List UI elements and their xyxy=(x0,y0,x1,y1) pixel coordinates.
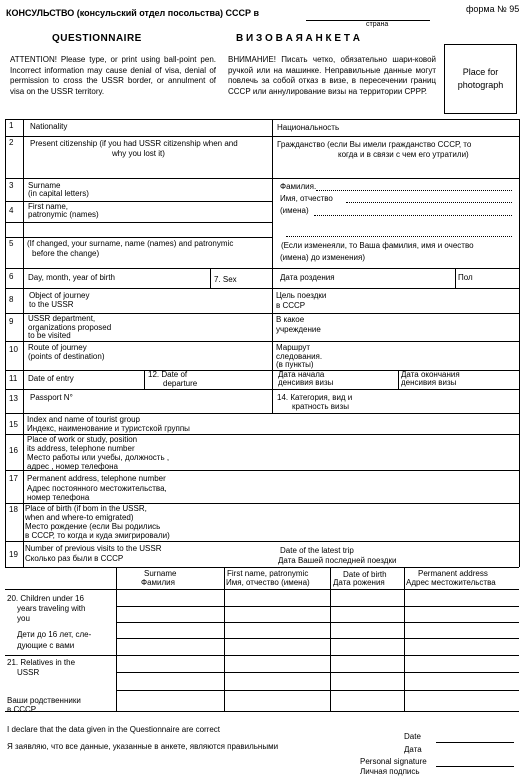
row-number: 13 xyxy=(9,394,18,403)
validity-end-label: Дата окончания xyxy=(401,370,460,379)
row-divider xyxy=(5,288,519,289)
relatives-label-en-cont: USSR xyxy=(17,668,40,677)
col-surname-en: Surname xyxy=(144,569,177,578)
col-address-en: Permanent address xyxy=(418,569,488,578)
relatives-section-bottom xyxy=(5,711,519,712)
row-divider xyxy=(5,341,519,342)
row-divider xyxy=(5,136,519,137)
route-label-ru: Маршрут xyxy=(276,343,311,352)
children-row-line[interactable] xyxy=(116,638,519,639)
journey-object-label-en-cont: to the USSR xyxy=(29,300,74,309)
row-number: 5 xyxy=(9,239,14,248)
first-name-label-ru: Имя, отчество xyxy=(280,194,333,203)
last-trip-label-en: Date of the latest trip xyxy=(280,546,354,555)
sex-label-ru: Пол xyxy=(458,273,473,282)
work-label-ru-cont: адрес , номер телефона xyxy=(27,462,118,471)
address-label-ru: Адрес постоянного местожительства, xyxy=(27,484,167,493)
department-label-en-cont2: to be visited xyxy=(28,331,71,340)
signature-label-en: Personal signature xyxy=(360,757,427,766)
photo-label: Place for photograph xyxy=(457,67,504,90)
title-ru: В И З О В А Я А Н К Е Т А xyxy=(236,33,360,44)
validity-divider xyxy=(398,370,399,389)
date-label-en: Date xyxy=(404,732,421,741)
surname-label-en-cont: (in capital letters) xyxy=(28,189,89,198)
address-label-en: Permanent address, telephone number xyxy=(27,474,166,483)
departure-date-label: 12. Date of xyxy=(148,370,188,379)
row-number: 2 xyxy=(9,138,14,147)
first-name-field-2[interactable] xyxy=(314,215,512,216)
tourist-group-label-ru: Индекс, наименование и туристской группы xyxy=(27,424,190,433)
previous-name-label-ru: (Если изменеяли, то Ваша фамилия, имя и очество xyxy=(281,241,474,250)
journey-object-label-ru: Цель поездки xyxy=(276,291,327,300)
visa-category-label-cont: кратность визы xyxy=(292,402,349,411)
validity-start-label-cont: денсивия визы xyxy=(278,378,334,387)
row-divider xyxy=(5,389,519,390)
relatives-row-line[interactable] xyxy=(116,690,519,691)
relatives-label-ru: Ваши родственники xyxy=(7,696,81,705)
surname-label-en: Surname xyxy=(28,181,61,190)
sex-divider xyxy=(210,268,211,288)
children-section-bottom xyxy=(5,655,519,656)
passport-label: Passport N° xyxy=(30,393,73,402)
surname-label-ru: Фамилия. xyxy=(280,182,317,191)
departure-divider xyxy=(144,370,145,389)
row-number: 10 xyxy=(9,345,18,354)
first-name-label-en-cont: patronymic (names) xyxy=(28,210,99,219)
row-number: 6 xyxy=(9,272,14,281)
journey-object-label-en: Object of journey xyxy=(29,291,90,300)
children-row-line[interactable] xyxy=(116,606,519,607)
row-divider xyxy=(5,268,519,269)
department-label-ru: В какое xyxy=(276,315,305,324)
work-label-en: Place of work or study, position xyxy=(27,435,138,444)
declaration-ru: Я заявляю, что все данные, указанные в анкете, являются правильными xyxy=(7,742,279,751)
nationality-label-en: Nationality xyxy=(30,122,68,131)
children-row-line[interactable] xyxy=(116,622,519,623)
date-field[interactable] xyxy=(436,742,514,743)
relatives-label-en: 21. Relatives in the xyxy=(7,658,76,667)
children-label-ru-cont: дующие с вами xyxy=(17,641,75,650)
number-column-divider xyxy=(23,119,24,567)
country-caption: страна xyxy=(366,21,389,28)
route-label-ru-cont2: (в пункты) xyxy=(276,360,314,369)
last-trip-label-ru: Дата Вашей последней поездки xyxy=(278,556,397,565)
row-number: 17 xyxy=(9,474,18,483)
route-label-en: Route of journey xyxy=(28,343,87,352)
department-label-en-cont: organizations proposed xyxy=(28,323,112,332)
col-firstname-ru: Имя, отчество (имена) xyxy=(226,578,310,587)
route-label-en-cont: (points of destination) xyxy=(28,352,105,361)
work-label-en-cont: its address, telephone number xyxy=(27,444,135,453)
relatives-label-ru-cont: в СССР xyxy=(7,705,37,714)
surname-field[interactable] xyxy=(316,190,512,191)
visits-label-ru: Сколько раз были в СССР xyxy=(25,554,124,563)
birthplace-label-en: Place of birth (if bom in the USSR, xyxy=(25,504,147,513)
table-right-border xyxy=(519,119,520,567)
address-label-ru-cont: номер телефона xyxy=(27,493,90,502)
row-number: 1 xyxy=(9,121,14,130)
route-label-ru-cont: следования. xyxy=(276,352,323,361)
col-address-ru: Адрес местожительства xyxy=(406,578,496,587)
row-divider xyxy=(5,567,519,568)
visa-category-label: 14. Категория, вид и xyxy=(277,393,353,402)
previous-name-label-ru-cont: (имена) до изменения) xyxy=(280,253,366,262)
row-number: 19 xyxy=(9,550,18,559)
department-label-ru-cont: учреждение xyxy=(276,325,321,334)
col-surname-ru: Фамилия xyxy=(141,578,175,587)
nationality-label-ru: Национальность xyxy=(277,123,340,132)
birth-date-label-en: Day, month, year of birth xyxy=(28,273,115,282)
first-name-field[interactable] xyxy=(346,202,512,203)
entry-date-label-en: Date of entry xyxy=(28,374,74,383)
visits-label-en: Number of previous visits to the USSR xyxy=(25,544,162,553)
col-firstname-en: First name, patronymic xyxy=(227,569,309,578)
sex-label-en: 7. Sex xyxy=(214,275,237,284)
children-label-ru: Дети до 16 лет, сле- xyxy=(17,630,92,639)
first-name-label-en: First name, xyxy=(28,202,69,211)
row-divider xyxy=(5,237,272,238)
row-number: 9 xyxy=(9,317,14,326)
photo-box xyxy=(444,44,517,114)
journey-object-label-ru-cont: в СССР xyxy=(276,301,306,310)
previous-name-label-en-cont: before the change) xyxy=(32,249,100,258)
first-name-label-ru-cont: (имена) xyxy=(280,206,309,215)
row-divider xyxy=(5,541,519,542)
attention-en: ATTENTION! Please type, or print using ball-point pen. Incorrect information may cause denial of visa, denial of permission to cross the USSR border, or annulment of visa on the USSR territory. xyxy=(10,55,216,96)
col-birthdate-en: Date of birth xyxy=(343,570,387,579)
birthplace-label-ru: Место рождение (если Вы родились xyxy=(25,522,161,531)
previous-name-label-en: (If changed, your surname, name (names) and patronymic xyxy=(27,239,234,248)
previous-name-field[interactable] xyxy=(286,236,512,237)
row-number: 3 xyxy=(9,181,14,190)
form-number: форма № 95 xyxy=(466,4,520,14)
birthplace-label-ru-cont: в СССР, то когда и куда эмигрировали) xyxy=(25,531,170,540)
work-label-ru: Место работы или учебы, должность , xyxy=(27,453,170,462)
children-label-en-cont2: you xyxy=(17,614,30,623)
validity-start-label: Дата начала xyxy=(278,370,325,379)
lang-column-divider xyxy=(272,119,273,413)
table-top-border xyxy=(5,119,519,120)
validity-end-label-cont: денсивия визы xyxy=(401,378,457,387)
row-number: 18 xyxy=(9,505,18,514)
relatives-header-bottom xyxy=(5,589,519,590)
departure-date-label-cont: departure xyxy=(163,379,198,388)
date-label-ru: Дата xyxy=(404,745,422,754)
citizenship-label-ru: Гражданство (если Вы имели гражданство СССР, то xyxy=(277,140,472,149)
birthplace-label-en-cont: when and where-to emigrated) xyxy=(25,513,134,522)
citizenship-label-en: Present citizenship (if you had USSR citizenship when and xyxy=(30,139,238,148)
row-divider xyxy=(5,178,519,179)
row-number: 16 xyxy=(9,446,18,455)
row-number: 8 xyxy=(9,295,14,304)
declaration-en: I declare that the data given in the Questionnaire are correct xyxy=(7,725,221,734)
children-label-en: 20. Children under 16 xyxy=(7,594,84,603)
birth-date-label-ru: Дата роздения xyxy=(280,273,335,282)
row-number: 11 xyxy=(9,374,18,383)
relatives-row-line[interactable] xyxy=(116,672,519,673)
attention-ru: ВНИМАНИЕ! Писать четко, обязательно шари-ковой ручкой или на машинке. Неправильные данные могут повлечь за собой отказ в визе, в пересечении границ СССР или аннулирование визы на территории СРРР. xyxy=(228,55,436,96)
title-en: QUESTIONNAIRE xyxy=(52,33,142,44)
signature-label-ru: Личная подпись xyxy=(360,767,420,776)
citizenship-label-en-cont: why you lost it) xyxy=(112,149,165,158)
row-number: 15 xyxy=(9,420,18,429)
col-birthdate-ru: Дата рожения xyxy=(333,578,385,587)
signature-field[interactable] xyxy=(436,766,514,767)
tourist-group-label-en: Index and name of tourist group xyxy=(27,415,140,424)
row-divider xyxy=(5,222,272,223)
row-divider xyxy=(5,413,519,414)
department-label-en: USSR department, xyxy=(28,314,96,323)
consulate-line: КОНСУЛЬСТВО (консульский отдел посольства) СССР в xyxy=(6,8,259,18)
row-number: 4 xyxy=(9,206,14,215)
sex-ru-divider xyxy=(455,268,456,288)
children-label-en-cont: years traveling with xyxy=(17,604,86,613)
citizenship-label-ru-cont: когда и в связи с чем его утратили) xyxy=(338,150,469,159)
table-left-border xyxy=(5,119,6,567)
